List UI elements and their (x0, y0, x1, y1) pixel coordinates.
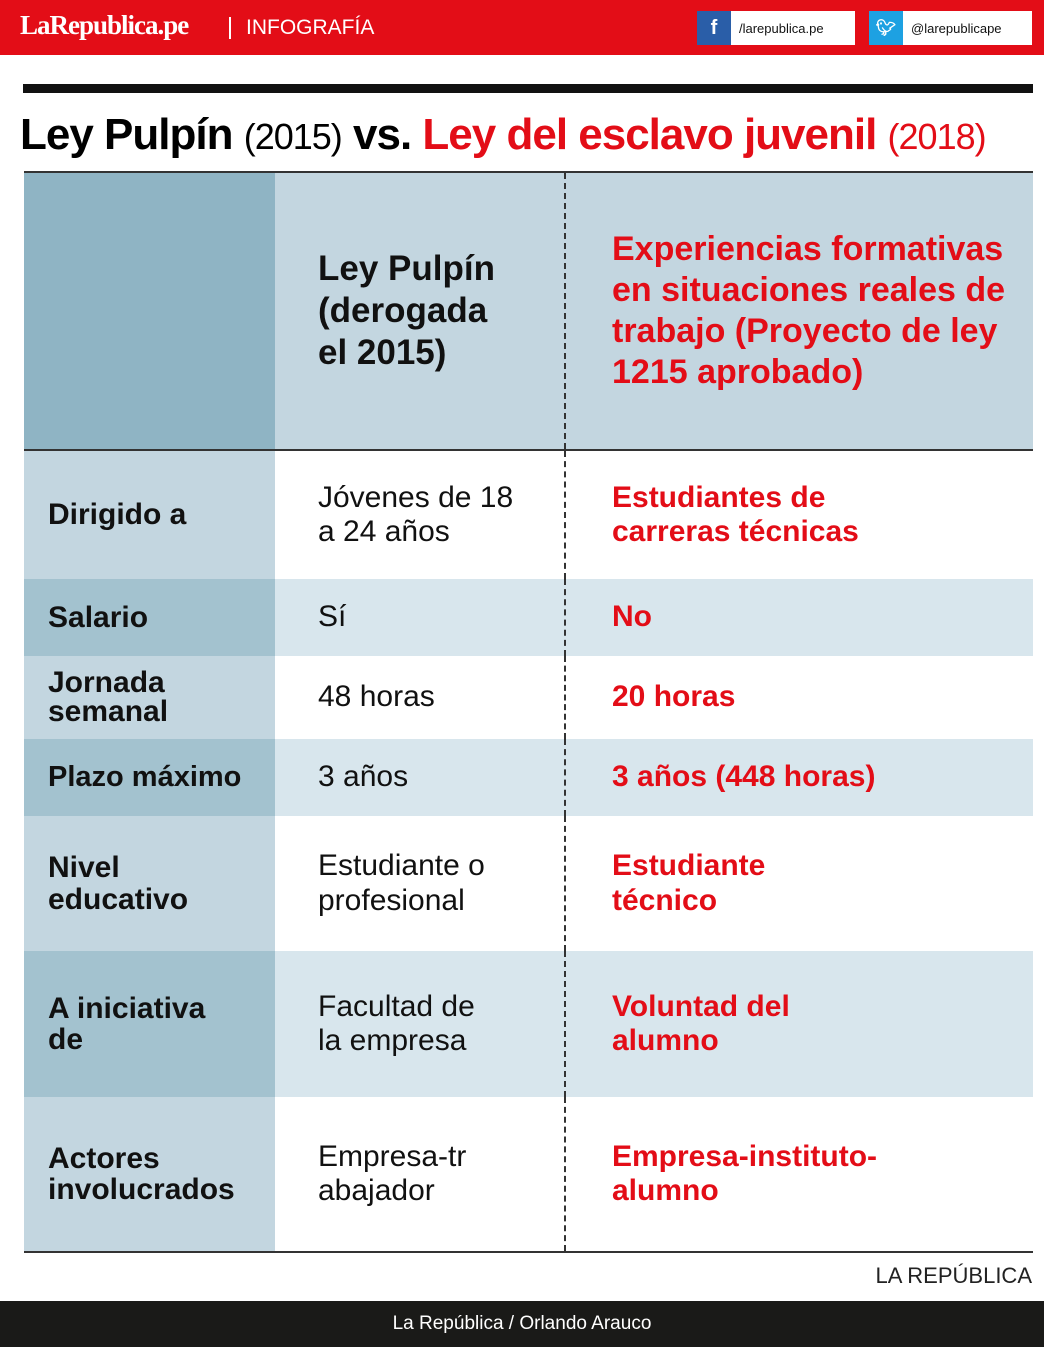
pulpin-value: Sí (275, 579, 564, 656)
header-pulpin: Ley Pulpín (derogada el 2015) (275, 173, 564, 449)
title-year2: (2018) (887, 116, 986, 157)
table-row (24, 816, 1033, 951)
divider (229, 17, 231, 39)
header-empty-cell (24, 173, 275, 449)
table-header (24, 173, 1033, 451)
logo[interactable]: LaRepublica.pe (20, 10, 189, 40)
nueva-value: 3 años (448 horas) (564, 739, 1033, 816)
title-part1: Ley Pulpín (20, 110, 233, 159)
pulpin-value: Empresa-trabajador (275, 1097, 564, 1251)
title-year1: (2015) (243, 116, 342, 157)
source-credit: LA REPÚBLICA (875, 1263, 1032, 1288)
pulpin-value: Jóvenes de 18 a 24 años (275, 451, 564, 579)
table-row (24, 579, 1033, 656)
pulpin-value: 48 horas (275, 656, 564, 739)
section-label: INFOGRAFÍA (246, 16, 375, 39)
row-label: Nivel educativo (24, 816, 275, 951)
comparison-table (24, 171, 1033, 1253)
nueva-value: 20 horas (564, 656, 1033, 739)
table-row (24, 451, 1033, 579)
twitter-icon: 🐦︎ (869, 11, 903, 45)
pulpin-value: Facultad de la empresa (275, 951, 564, 1097)
facebook-handle: /larepublica.pe (739, 20, 824, 36)
page-title (20, 110, 986, 160)
nueva-value: Estudiante técnico (564, 816, 1033, 951)
nueva-value: Empresa-instituto-alumno (564, 1097, 1033, 1251)
facebook-icon: f (697, 11, 731, 45)
footer-credit: La República / Orlando Arauco (0, 1301, 1044, 1347)
row-label: Plazo máximo (24, 739, 275, 816)
row-label: Salario (24, 579, 275, 656)
facebook-link[interactable] (697, 11, 855, 45)
divider (23, 84, 1033, 93)
top-bar (0, 0, 1044, 55)
row-label: Actores involucrados (24, 1097, 275, 1251)
twitter-link[interactable] (869, 11, 1032, 45)
nueva-value: No (564, 579, 1033, 656)
row-label: A iniciativa de (24, 951, 275, 1097)
pulpin-value: 3 años (275, 739, 564, 816)
nueva-value: Voluntad del alumno (564, 951, 1033, 1097)
table-row (24, 1097, 1033, 1251)
title-part2: Ley del esclavo juvenil (422, 110, 877, 159)
table-row (24, 656, 1033, 739)
pulpin-value: Estudiante o profesional (275, 816, 564, 951)
title-vs: vs. (353, 110, 412, 159)
row-label: Jornada semanal (24, 656, 275, 739)
table-row (24, 739, 1033, 816)
nueva-value: Estudiantes de carreras técnicas (564, 451, 1033, 579)
row-label: Dirigido a (24, 451, 275, 579)
header-nueva: Experiencias formativas en situaciones reales de trabajo (Proyecto de ley 1215 aprobado) (564, 173, 1033, 449)
table-row (24, 951, 1033, 1097)
twitter-handle: @larepublicape (911, 20, 1002, 36)
